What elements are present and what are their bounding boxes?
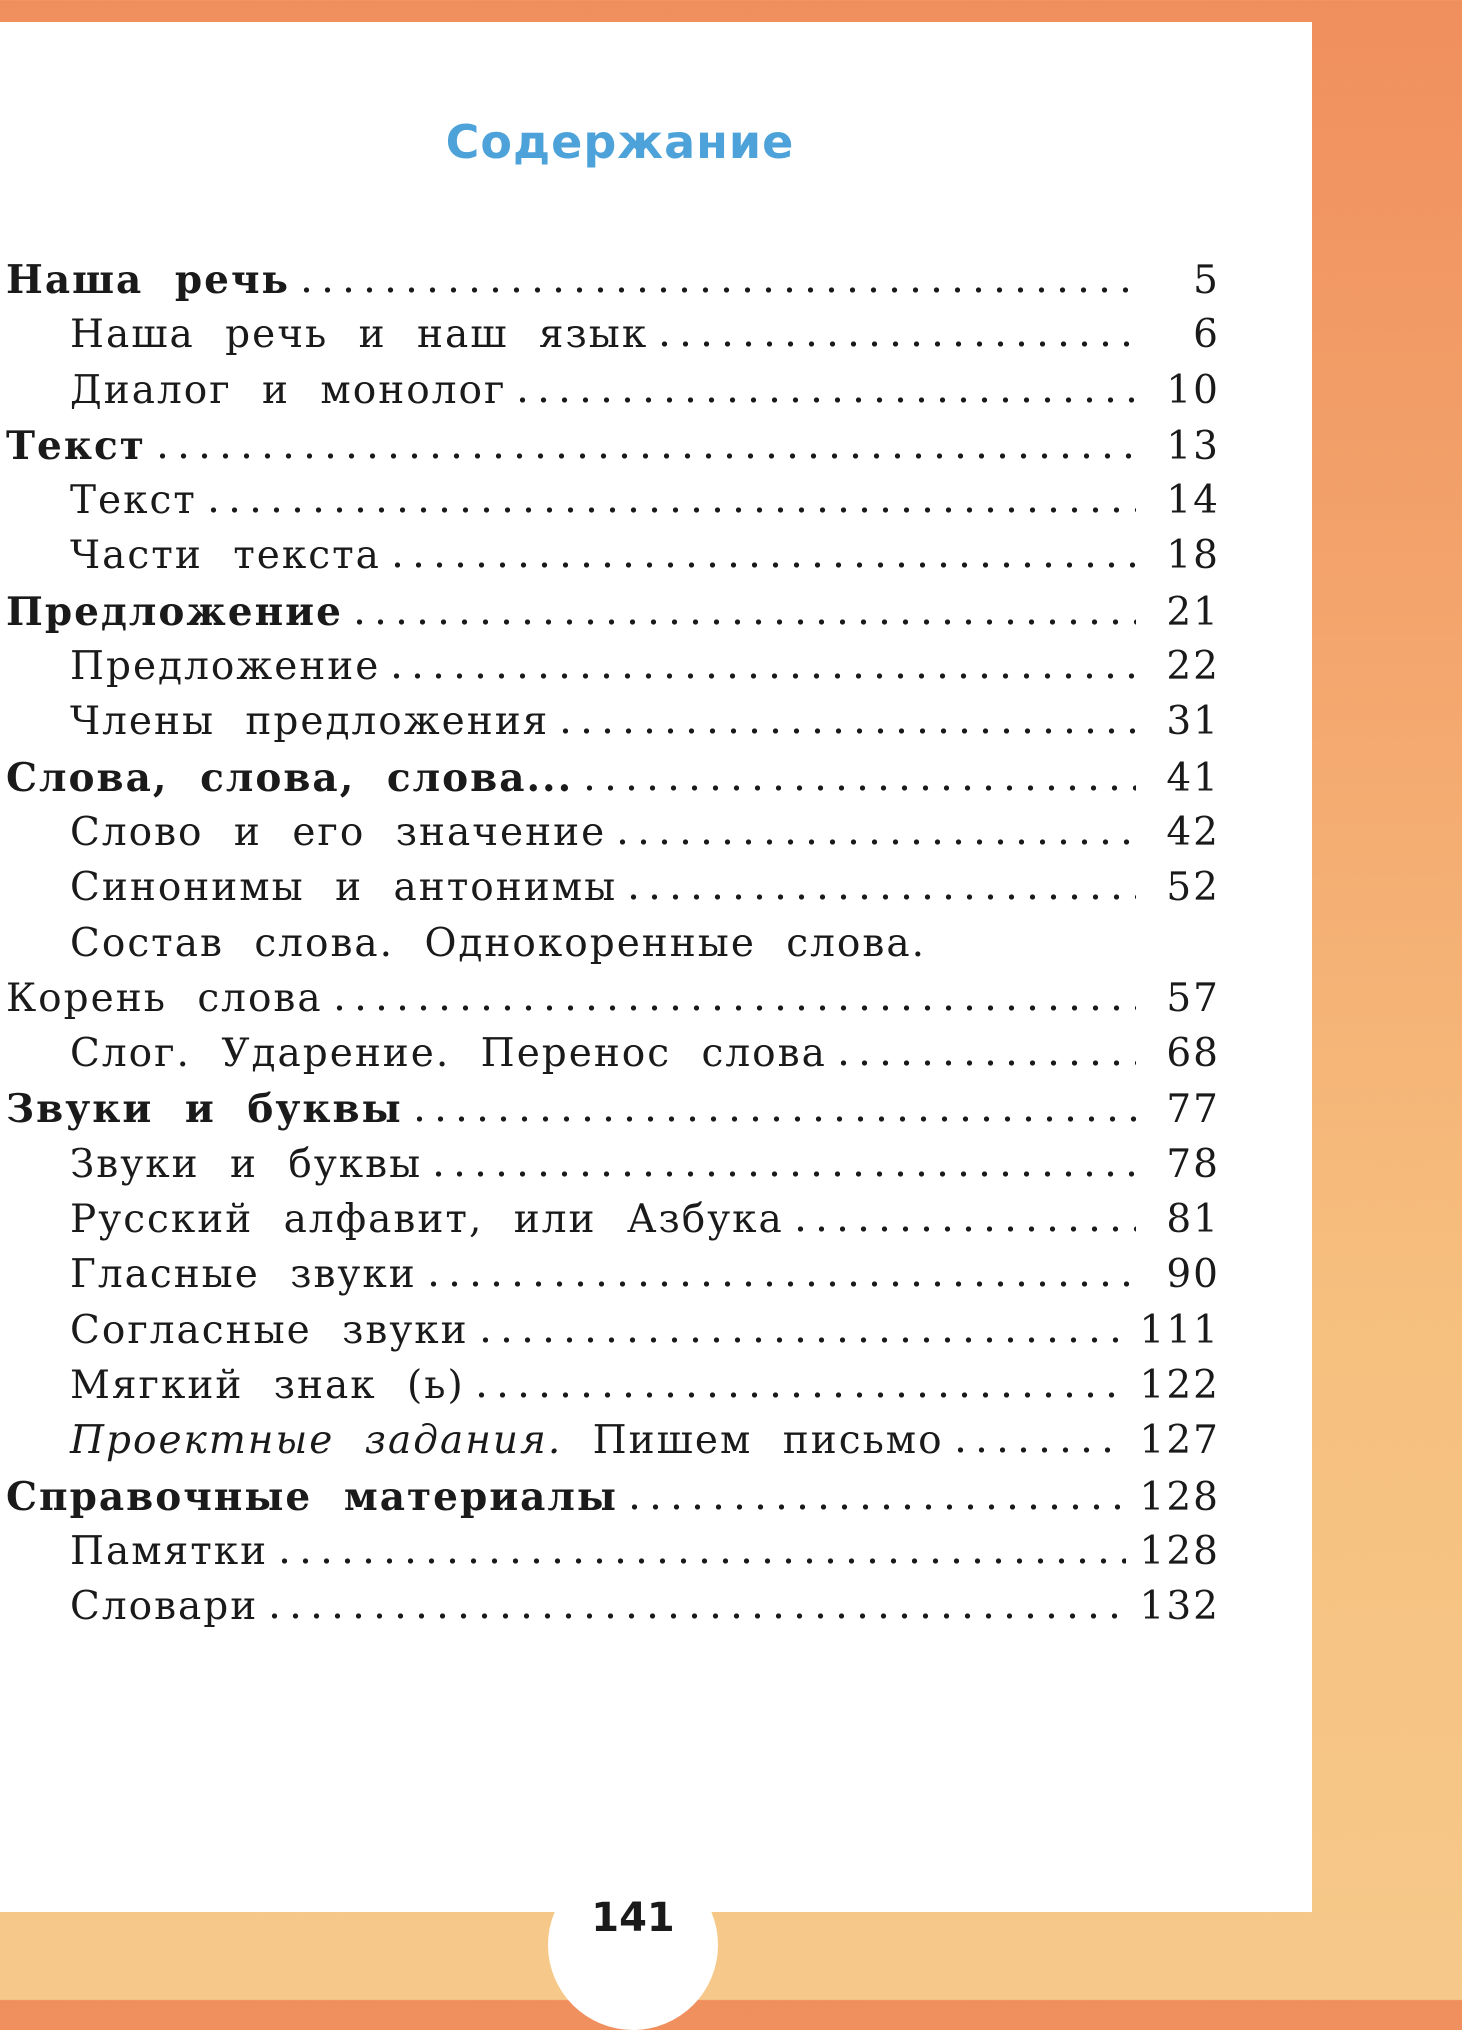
toc-entry[interactable] — [0, 644, 1220, 699]
toc-entry-page: 111 — [1139, 1307, 1220, 1353]
toc-entry[interactable] — [0, 589, 1220, 644]
toc-entry-page: 13 — [1166, 423, 1220, 469]
toc-entry-page: 128 — [1139, 1528, 1220, 1574]
table-of-contents — [0, 257, 1220, 1639]
toc-entry[interactable] — [0, 257, 1220, 312]
toc-entry[interactable] — [0, 699, 1220, 754]
toc-entry-page: 41 — [1166, 755, 1220, 801]
toc-entry-label: Наша речь — [6, 257, 290, 303]
toc-entry-label: Текст — [6, 422, 146, 469]
toc-entry-page: 42 — [1166, 809, 1220, 855]
toc-entry-label: Словари — [70, 1584, 259, 1630]
toc-entry-page: 132 — [1139, 1584, 1220, 1630]
dot-leader — [264, 1613, 1125, 1619]
toc-entry-page: 57 — [1166, 975, 1220, 1021]
toc-entry[interactable] — [0, 1308, 1220, 1363]
toc-entry[interactable] — [0, 1418, 1220, 1473]
toc-entry-page: 22 — [1166, 644, 1220, 690]
dot-leader — [274, 1558, 1125, 1564]
toc-entry-label: Справочные материалы — [6, 1473, 618, 1520]
toc-entry-label: Звуки и буквы — [6, 1086, 403, 1133]
toc-entry-label — [70, 1418, 944, 1463]
dot-leader — [152, 453, 1136, 459]
toc-entry[interactable] — [0, 865, 1220, 920]
dot-leader — [349, 619, 1136, 625]
toc-entry-label: Члены предложения — [70, 699, 550, 745]
toc-entry[interactable] — [0, 478, 1220, 533]
dot-leader — [475, 1337, 1126, 1343]
toc-entry-page: 14 — [1166, 478, 1220, 524]
toc-entry-label: Текст — [70, 478, 197, 524]
toc-entry-label: Слово и его значение — [70, 809, 607, 855]
dot-leader — [555, 728, 1136, 734]
toc-entry[interactable] — [0, 755, 1220, 810]
dot-leader — [612, 839, 1136, 845]
dot-leader — [428, 1171, 1136, 1177]
toc-entry-label: Диалог и монолог — [70, 367, 507, 413]
dot-leader — [296, 287, 1136, 293]
toc-entry-page: 52 — [1166, 865, 1220, 911]
page-number: 141 — [591, 1895, 675, 1941]
dot-leader — [329, 1005, 1136, 1011]
dot-leader — [423, 1281, 1136, 1287]
toc-entry[interactable] — [0, 1474, 1220, 1529]
toc-entry-label-text: Пишем письмо — [592, 1418, 944, 1464]
toc-entry[interactable] — [0, 423, 1220, 478]
toc-entry-page: 68 — [1166, 1031, 1220, 1077]
dot-leader — [512, 397, 1136, 403]
toc-entry[interactable] — [0, 1252, 1220, 1307]
dot-leader — [471, 1392, 1126, 1398]
toc-entry[interactable] — [0, 368, 1220, 423]
dot-leader — [950, 1447, 1126, 1453]
toc-entry-label: Предложение — [6, 588, 343, 635]
dot-leader — [833, 1060, 1136, 1066]
toc-entry-page: 31 — [1166, 699, 1220, 745]
toc-entry-label: Согласные звуки — [70, 1307, 469, 1353]
toc-entry-label: Русский алфавит, или Азбука — [70, 1197, 784, 1243]
toc-entry-label: Состав слова. Однокоренные слова. — [70, 920, 927, 966]
toc-entry[interactable] — [0, 1142, 1220, 1197]
page-title: Содержание — [445, 115, 795, 169]
toc-entry-page: 18 — [1166, 533, 1220, 579]
dot-leader — [203, 507, 1136, 513]
dot-leader — [790, 1226, 1136, 1232]
toc-entry[interactable] — [0, 1086, 1220, 1141]
page-number-tab — [548, 1860, 718, 2030]
toc-entry-label: Гласные звуки — [70, 1252, 417, 1298]
toc-entry-page: 90 — [1166, 1252, 1220, 1298]
toc-entry-page: 127 — [1139, 1418, 1220, 1464]
toc-entry[interactable] — [0, 976, 1220, 1031]
toc-entry[interactable] — [0, 1197, 1220, 1252]
toc-entry[interactable] — [0, 810, 1220, 865]
toc-entry[interactable] — [0, 312, 1220, 367]
toc-entry-label-italic: Проектные задания. — [70, 1418, 563, 1464]
toc-entry[interactable] — [0, 1363, 1220, 1418]
toc-entry-page: 77 — [1166, 1087, 1220, 1133]
toc-entry-page: 81 — [1166, 1197, 1220, 1243]
toc-entry-label: Звуки и буквы — [70, 1141, 423, 1187]
toc-entry[interactable] — [0, 1031, 1220, 1086]
toc-entry-label: Предложение — [70, 644, 381, 690]
dot-leader — [409, 1116, 1136, 1122]
dot-leader — [654, 341, 1136, 347]
toc-entry-label: Наша речь и наш язык — [70, 312, 649, 358]
toc-entry-label: Синонимы и антонимы — [70, 865, 618, 911]
toc-entry-label: Памятки — [70, 1528, 269, 1574]
toc-entry[interactable] — [0, 1584, 1220, 1639]
toc-entry-page: 78 — [1166, 1141, 1220, 1187]
toc-entry-label: Слова, слова, слова... — [6, 754, 574, 801]
dot-leader — [579, 785, 1136, 791]
toc-entry-page: 128 — [1139, 1474, 1220, 1520]
toc-entry-page: 122 — [1139, 1362, 1220, 1408]
toc-entry[interactable] — [0, 1529, 1220, 1584]
toc-entry-page: 5 — [1193, 258, 1220, 303]
toc-entry-label: Корень слова — [6, 975, 323, 1021]
dot-leader — [624, 1504, 1126, 1510]
toc-entry-label: Части текста — [70, 533, 381, 579]
dot-leader — [386, 673, 1136, 679]
toc-entry-label: Мягкий знак (ь) — [70, 1362, 465, 1408]
toc-entry-label: Слог. Ударение. Перенос слова — [70, 1031, 827, 1077]
toc-entry[interactable] — [0, 533, 1220, 588]
dot-leader — [623, 894, 1136, 900]
page — [0, 22, 1312, 1912]
toc-entry-page: 6 — [1193, 312, 1220, 358]
toc-entry[interactable] — [0, 921, 1220, 976]
dot-leader — [387, 562, 1136, 568]
toc-entry-page: 21 — [1166, 589, 1220, 635]
toc-entry-page: 10 — [1166, 367, 1220, 413]
